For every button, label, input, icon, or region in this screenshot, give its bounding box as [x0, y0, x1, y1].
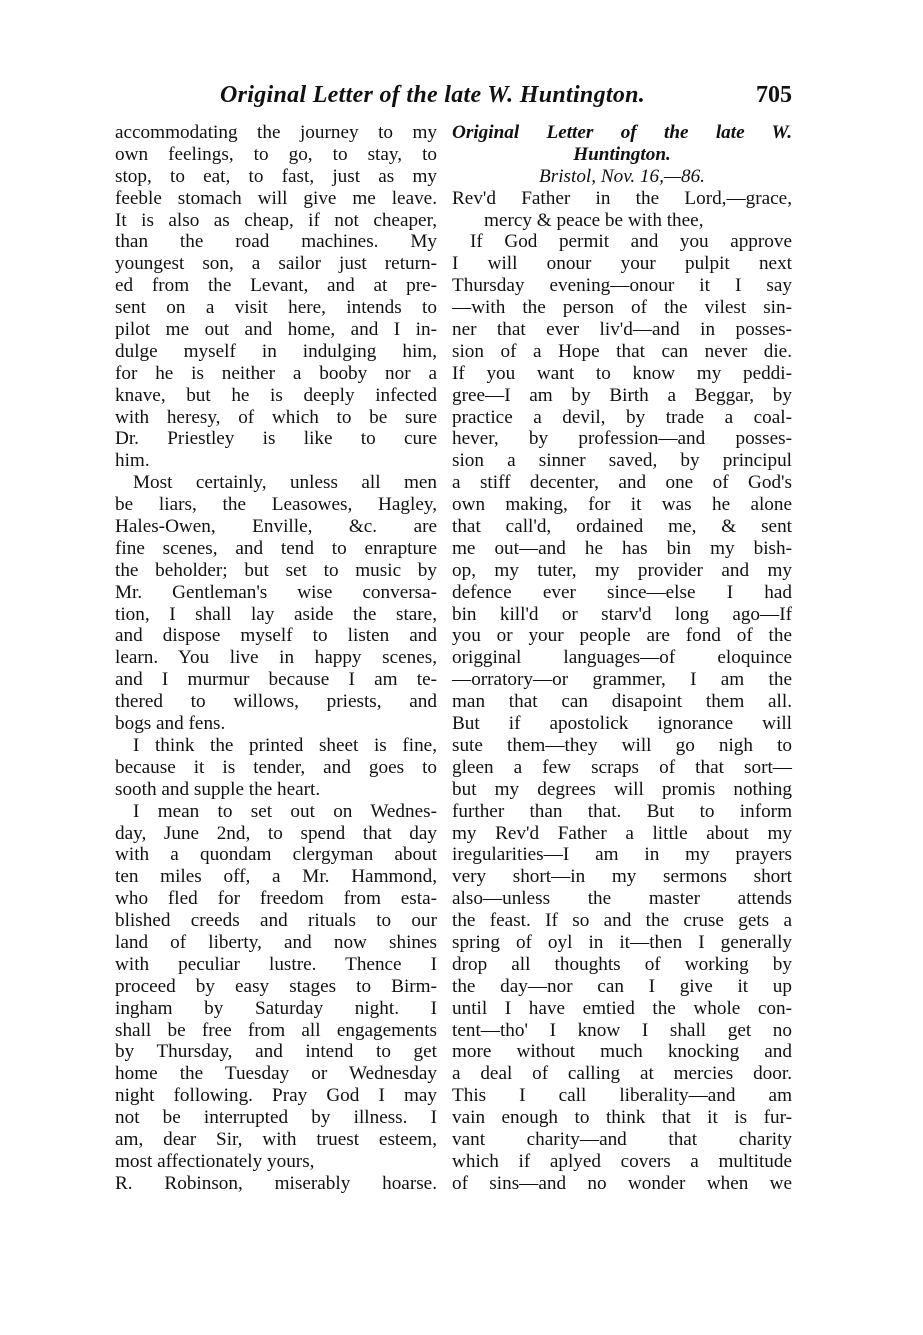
text-line: blished creeds and rituals to our — [115, 910, 437, 932]
text-line: with heresy, of which to be sure — [115, 406, 437, 428]
text-line: dulge myself in indulging him, — [115, 340, 437, 362]
text-line: defence ever since—else I had — [452, 581, 792, 603]
text-line: own feelings, to go, to stay, to — [115, 143, 437, 165]
text-line: the feast. If so and the cruse gets a — [452, 910, 792, 932]
text-line: be liars, the Leasowes, Hagley, — [115, 494, 437, 516]
text-line: tion, I shall lay aside the stare, — [115, 603, 437, 625]
text-line: Most certainly, unless all men — [133, 472, 437, 494]
text-line: proceed by easy stages to Birm- — [115, 975, 437, 997]
text-line: This I call liberality—and am — [452, 1085, 792, 1107]
text-line: —orratory—or grammer, I am the — [452, 669, 792, 691]
text-line: and I murmur because I am te- — [115, 669, 437, 691]
text-line: with a quondam clergyman about — [115, 844, 437, 866]
text-line: knave, but he is deeply infected — [115, 384, 437, 406]
text-line: ingham by Saturday night. I — [115, 997, 437, 1019]
text-line: sion of a Hope that can never die. — [452, 340, 792, 362]
text-line: origginal languages—of eloquince — [452, 647, 792, 669]
text-line: the day—nor can I give it up — [452, 975, 792, 997]
text-line: than the road machines. My — [115, 231, 437, 253]
text-line: fine scenes, and tend to enrapture — [115, 537, 437, 559]
text-line: that call'd, ordained me, & sent — [452, 516, 792, 538]
text-line: Mr. Gentleman's wise conversa- — [115, 581, 437, 603]
text-line: ner that ever liv'd—and in posses- — [452, 319, 792, 341]
text-line: bin kill'd or starv'd long ago—If — [452, 603, 792, 625]
article-heading: Original Letter of the late W. — [452, 122, 792, 143]
text-line: gleen a few scraps of that sort— — [452, 756, 792, 778]
page-header — [212, 82, 792, 116]
text-line: more without much knocking and — [452, 1041, 792, 1063]
text-line: the beholder; but set to music by — [115, 559, 437, 581]
text-line: drop all thoughts of working by — [452, 953, 792, 975]
text-line: gree—I am by Birth a Beggar, by — [452, 384, 792, 406]
text-line: feeble stomach will give me leave. — [115, 187, 437, 209]
text-line: not be interrupted by illness. I — [115, 1107, 437, 1129]
text-line: but my degrees will promis nothing — [452, 778, 792, 800]
signature-line: R. Robinson, miserably hoarse. — [115, 1172, 437, 1194]
text-line: am, dear Sir, with truest esteem, — [115, 1128, 437, 1150]
text-line: If you want to know my peddi- — [452, 362, 792, 384]
text-line: until I have emtied the whole con- — [452, 997, 792, 1019]
text-line: shall be free from all engagements — [115, 1019, 437, 1041]
letter-salutation: Rev'd Father in the Lord,—grace, — [452, 187, 792, 209]
text-line: pilot me out and home, and I in- — [115, 319, 437, 341]
text-line: But if apostolick ignorance will — [452, 713, 792, 735]
text-line: sooth and supple the heart. — [115, 778, 321, 800]
text-line: my Rev'd Father a little about my — [452, 822, 792, 844]
text-line: —with the person of the vilest sin- — [452, 297, 792, 319]
text-line: vain enough to think that it is fur- — [452, 1107, 792, 1129]
text-line: by Thursday, and intend to get — [115, 1041, 437, 1063]
text-line: and dispose myself to listen and — [115, 625, 437, 647]
text-line: very short—in my sermons short — [452, 866, 792, 888]
text-line: thered to willows, priests, and — [115, 691, 437, 713]
text-line: own making, for it was he alone — [452, 494, 792, 516]
text-line: land of liberty, and now shines — [115, 931, 437, 953]
text-line: I mean to set out on Wednes- — [133, 800, 437, 822]
text-line: Dr. Priestley is like to cure — [115, 428, 437, 450]
text-line: man that can disapoint them all. — [452, 691, 792, 713]
text-line: vant charity—and that charity — [452, 1128, 792, 1150]
text-line: op, my tuter, my provider and my — [452, 559, 792, 581]
text-line: with peculiar lustre. Thence I — [115, 953, 437, 975]
text-line: I will onour your pulpit next — [452, 253, 792, 275]
text-line: a stiff decenter, and one of God's — [452, 472, 792, 494]
text-line: a deal of calling at mercies door. — [452, 1063, 792, 1085]
text-line: learn. You live in happy scenes, — [115, 647, 437, 669]
text-line: because it is tender, and goes to — [115, 756, 437, 778]
text-line: night following. Pray God I may — [115, 1085, 437, 1107]
text-line: day, June 2nd, to spend that day — [115, 822, 437, 844]
letter-salutation-cont: mercy & peace be with thee, — [484, 209, 704, 231]
text-line: youngest son, a sailor just return- — [115, 253, 437, 275]
text-line: bogs and fens. — [115, 713, 226, 735]
right-column — [452, 122, 792, 1195]
text-line: further than that. But to inform — [452, 800, 792, 822]
text-line: hever, by profession—and posses- — [452, 428, 792, 450]
text-line: most affectionately yours, — [115, 1150, 315, 1172]
text-line: also—unless the master attends — [452, 888, 792, 910]
text-line: tent—tho' I know I shall get no — [452, 1019, 792, 1041]
running-title: Original Letter of the late W. Huntington. — [220, 82, 646, 108]
text-line: It is also as cheap, if not cheaper, — [115, 209, 437, 231]
text-line: stop, to eat, to fast, just as my — [115, 165, 437, 187]
text-line: him. — [115, 450, 150, 472]
page-number: 705 — [756, 82, 792, 108]
article-heading-cont: Huntington. — [573, 143, 671, 165]
text-line: sute them—they will go nigh to — [452, 734, 792, 756]
text-line: ed from the Levant, and at pre- — [115, 275, 437, 297]
text-line: accommodating the journey to my — [115, 122, 437, 143]
text-line: who fled for freedom from esta- — [115, 888, 437, 910]
text-line: sion a sinner saved, by principul — [452, 450, 792, 472]
text-line: ten miles off, a Mr. Hammond, — [115, 866, 437, 888]
text-line: me out—and he has bin my bish- — [452, 537, 792, 559]
text-line: Thursday evening—onour it I say — [452, 275, 792, 297]
text-line: of sins—and no wonder when we — [452, 1172, 792, 1194]
left-column — [115, 122, 437, 1195]
text-line: If God permit and you approve — [470, 231, 792, 253]
text-line: practice a devil, by trade a coal- — [452, 406, 792, 428]
text-line: which if aplyed covers a multitude — [452, 1150, 792, 1172]
text-line: sent on a visit here, intends to — [115, 297, 437, 319]
text-line: iregularities—I am in my prayers — [452, 844, 792, 866]
text-line: Hales-Owen, Enville, &c. are — [115, 516, 437, 538]
letter-dateline: Bristol, Nov. 16,—86. — [539, 165, 705, 187]
text-line: home the Tuesday or Wednesday — [115, 1063, 437, 1085]
text-line: you or your people are fond of the — [452, 625, 792, 647]
text-line: for he is neither a booby nor a — [115, 362, 437, 384]
text-line: spring of oyl in it—then I generally — [452, 931, 792, 953]
text-line: I think the printed sheet is fine, — [133, 734, 437, 756]
